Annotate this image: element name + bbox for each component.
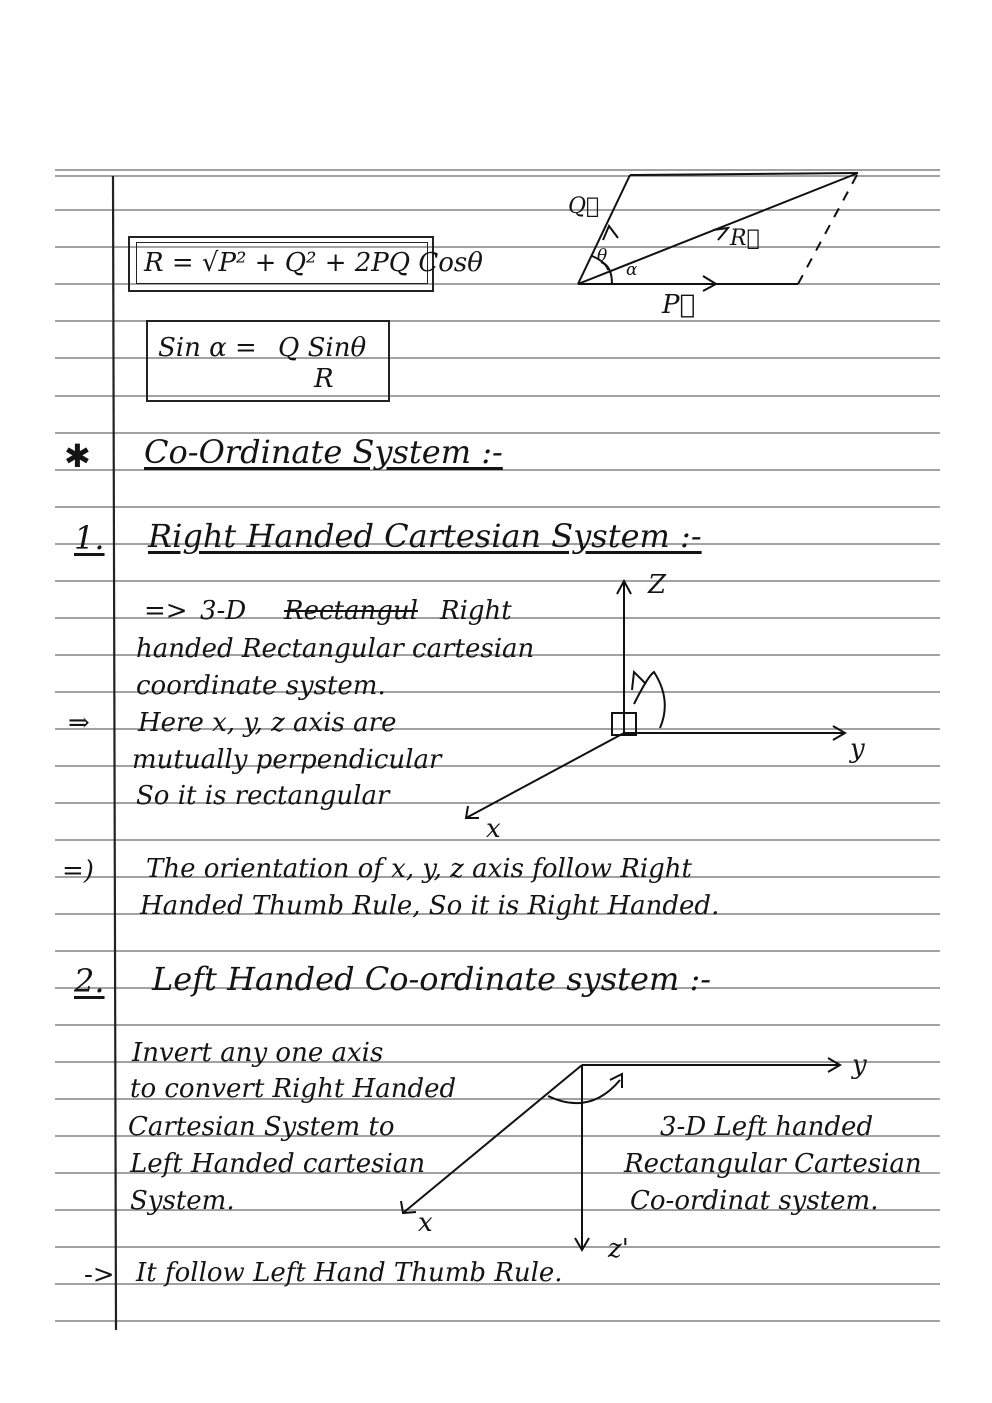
resultant-formula: R = √P² + Q² + 2PQ Cosθ xyxy=(144,248,483,278)
right-axis-z-label: Z xyxy=(648,570,667,600)
sin-alpha-numerator: Q Sinθ xyxy=(278,333,367,363)
theta-label: θ xyxy=(597,246,608,266)
section2-title: Left Handed Co-ordinate system :- xyxy=(152,960,712,998)
heading-title: Co-Ordinate System :- xyxy=(144,433,503,471)
parallelogram-dashed-side xyxy=(798,173,858,284)
r-arrowhead xyxy=(713,228,728,240)
rotation-arc xyxy=(634,672,665,728)
alpha-label: α xyxy=(626,260,638,280)
left-axis-z-prime-label: z' xyxy=(608,1234,629,1264)
right-hand-axes-diagram xyxy=(466,581,845,818)
section1-line1-pre: 3-D xyxy=(200,596,247,626)
section1-arrow2: ⇒ xyxy=(68,708,90,738)
vector-r-label: R⃗ xyxy=(730,226,760,251)
left-axis-x-label: x xyxy=(418,1208,433,1238)
section2-right2: Rectangular Cartesian xyxy=(624,1149,922,1179)
margin-line xyxy=(113,176,116,1330)
section1-line3: coordinate system. xyxy=(136,671,386,701)
section1-arrow3: =) xyxy=(62,856,94,886)
right-axis-y-label: y xyxy=(850,734,865,764)
section1-number: 1. xyxy=(74,519,105,557)
section1-arrow1: => xyxy=(144,596,188,626)
section1-line8: Handed Thumb Rule, So it is Right Handed. xyxy=(140,891,720,921)
parallelogram-top xyxy=(630,173,858,175)
sin-alpha-denominator: R xyxy=(314,364,334,394)
section2-right1: 3-D Left handed xyxy=(660,1112,874,1142)
section1-line1-post: Right xyxy=(440,596,512,626)
vector-q-line xyxy=(578,175,630,284)
section1-line1-struck: Rectangul xyxy=(284,596,418,626)
section2-line4: Left Handed cartesian xyxy=(130,1149,426,1179)
x-arrowhead xyxy=(401,1201,416,1213)
right-axis-x-label: x xyxy=(486,814,501,844)
heading-marker: ✱ xyxy=(64,437,91,475)
section2-number: 2. xyxy=(74,962,105,1000)
section2-line6: It follow Left Hand Thumb Rule. xyxy=(136,1258,563,1288)
section2-line3: Cartesian System to xyxy=(128,1112,395,1142)
section1-line5: mutually perpendicular xyxy=(132,745,442,775)
section1-line6: So it is rectangular xyxy=(136,781,390,811)
sin-alpha-left: Sin α = xyxy=(158,333,257,363)
section1-title: Right Handed Cartesian System :- xyxy=(148,517,702,555)
section1-line4: Here x, y, z axis are xyxy=(138,708,397,738)
section2-arrow: -> xyxy=(84,1260,115,1290)
section2-line2: to convert Right Handed xyxy=(130,1074,457,1104)
vector-q-label: Q⃗ xyxy=(568,194,600,219)
section2-line5: System. xyxy=(130,1186,235,1216)
section2-line1: Invert any one axis xyxy=(132,1038,384,1068)
section1-line7: The orientation of x, y, z axis follow Right xyxy=(146,854,692,884)
section1-line2: handed Rectangular cartesian xyxy=(136,634,535,664)
left-axis-y-label: y xyxy=(852,1050,867,1080)
x-axis-line xyxy=(466,733,624,818)
section2-right3: Co-ordinat system. xyxy=(630,1186,879,1216)
vector-p-label: P⃗ xyxy=(662,290,696,320)
vector-diagram xyxy=(578,173,858,291)
